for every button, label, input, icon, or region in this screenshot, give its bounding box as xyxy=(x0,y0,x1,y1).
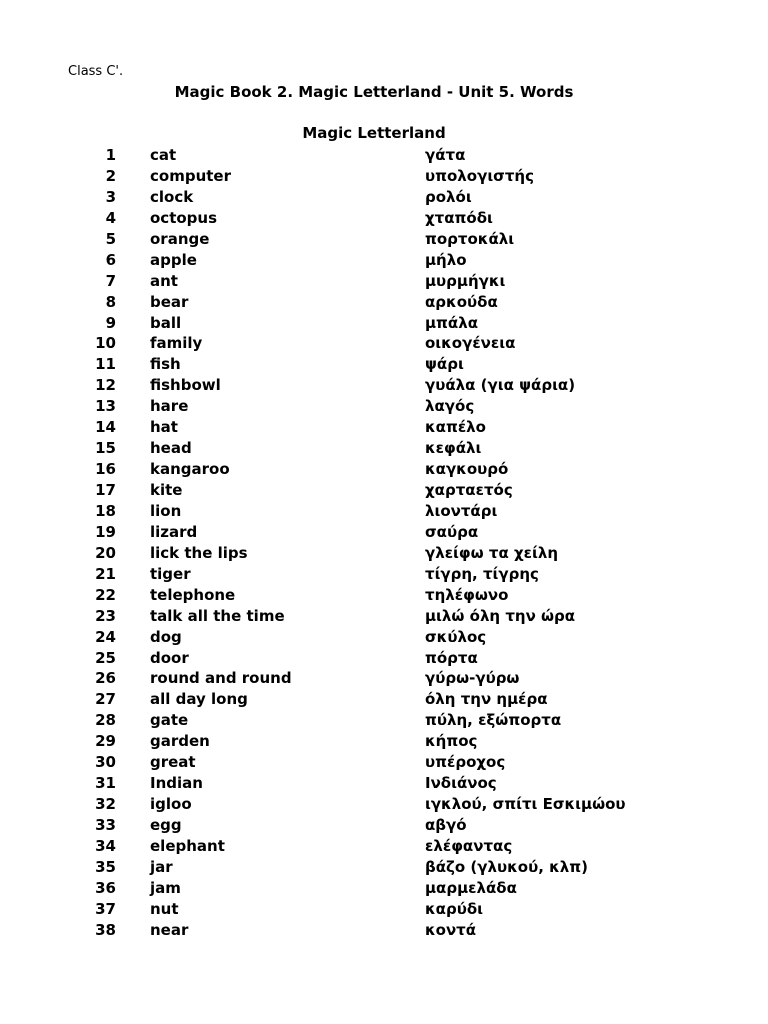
english-word: clock xyxy=(150,187,194,206)
greek-translation: πύλη, εξώπορτα xyxy=(425,711,562,730)
word-number: 4 xyxy=(105,208,116,227)
word-number: 31 xyxy=(95,774,116,793)
greek-translation: σκύλος xyxy=(425,627,487,646)
word-number: 30 xyxy=(95,753,116,772)
word-number: 19 xyxy=(95,522,116,541)
word-number: 3 xyxy=(105,187,116,206)
english-word: lion xyxy=(150,501,182,520)
word-number: 18 xyxy=(95,501,116,520)
word-number: 28 xyxy=(95,711,116,730)
class-label: Class C'. xyxy=(68,64,124,79)
english-word: bear xyxy=(150,292,189,311)
english-word: lick the lips xyxy=(150,543,248,562)
word-number: 16 xyxy=(95,460,116,479)
greek-translation: κοντά xyxy=(425,920,477,939)
greek-translation: μπάλα xyxy=(425,313,479,332)
document-title-text: Magic Book 2. Magic Letterland - Unit 5. Words xyxy=(174,83,574,101)
word-list xyxy=(0,145,768,941)
word-row xyxy=(0,480,768,501)
greek-translation: κήπος xyxy=(425,732,478,751)
english-word: Indian xyxy=(150,774,203,793)
english-word: all day long xyxy=(150,690,248,709)
english-word: family xyxy=(150,334,203,353)
word-row xyxy=(0,396,768,417)
word-row xyxy=(0,354,768,375)
word-row xyxy=(0,836,768,857)
greek-translation: χταπόδι xyxy=(425,208,493,227)
greek-translation: καγκουρό xyxy=(425,460,509,479)
word-row xyxy=(0,857,768,878)
word-row xyxy=(0,313,768,334)
greek-translation: τίγρη, τίγρης xyxy=(425,564,539,583)
greek-translation: λαγός xyxy=(425,397,475,416)
english-word: egg xyxy=(150,816,182,834)
word-row xyxy=(0,187,768,208)
word-number: 27 xyxy=(95,690,116,709)
greek-translation: υπολογιστής xyxy=(425,166,534,185)
english-word: octopus xyxy=(150,208,218,227)
word-number: 13 xyxy=(95,397,116,416)
english-word: computer xyxy=(150,166,231,185)
word-number: 35 xyxy=(95,857,116,876)
word-number: 9 xyxy=(105,313,116,332)
greek-translation: ελέφαντας xyxy=(425,836,513,855)
english-word: fishbowl xyxy=(150,376,221,395)
word-number: 29 xyxy=(95,732,116,751)
word-number: 7 xyxy=(105,271,116,290)
word-row xyxy=(0,731,768,752)
word-number: 36 xyxy=(95,878,116,897)
greek-translation: μιλώ όλη την ώρα xyxy=(425,606,576,625)
english-word: head xyxy=(150,439,192,458)
word-row xyxy=(0,815,768,836)
english-word: tiger xyxy=(150,564,191,583)
word-number: 22 xyxy=(95,585,116,604)
word-row xyxy=(0,773,768,794)
section-title xyxy=(0,124,768,142)
english-word: talk all the time xyxy=(150,606,285,625)
greek-translation: αρκούδα xyxy=(425,292,498,311)
word-row xyxy=(0,333,768,354)
english-word: telephone xyxy=(150,585,236,604)
word-number: 6 xyxy=(105,250,116,269)
english-word: cat xyxy=(150,146,177,164)
english-word: hare xyxy=(150,397,189,416)
word-row xyxy=(0,627,768,648)
greek-translation: τηλέφωνο xyxy=(425,585,509,604)
word-row xyxy=(0,166,768,187)
section-title-text: Magic Letterland xyxy=(302,124,446,142)
greek-translation: κεφάλι xyxy=(425,439,482,458)
english-word: dog xyxy=(150,627,182,646)
english-word: gate xyxy=(150,711,189,730)
greek-translation: υπέροχος xyxy=(425,753,506,772)
word-row xyxy=(0,375,768,396)
greek-translation: χαρταετός xyxy=(425,481,513,499)
word-row xyxy=(0,564,768,585)
word-number: 23 xyxy=(95,606,116,625)
word-row xyxy=(0,292,768,313)
word-row xyxy=(0,271,768,292)
word-row xyxy=(0,648,768,669)
english-word: elephant xyxy=(150,836,225,855)
greek-translation: γυάλα (για ψάρια) xyxy=(425,376,576,395)
word-number: 26 xyxy=(95,669,116,688)
english-word: jar xyxy=(150,857,173,876)
word-number: 15 xyxy=(95,439,116,458)
english-word: orange xyxy=(150,229,210,248)
word-number: 24 xyxy=(95,627,116,646)
word-row xyxy=(0,145,768,166)
word-row xyxy=(0,710,768,731)
word-number: 25 xyxy=(95,648,116,667)
word-row xyxy=(0,668,768,689)
word-number: 10 xyxy=(95,334,116,353)
english-word: kite xyxy=(150,481,183,499)
word-number: 14 xyxy=(95,418,116,437)
greek-translation: καπέλο xyxy=(425,418,486,437)
word-row xyxy=(0,438,768,459)
english-word: kangaroo xyxy=(150,460,230,479)
word-row xyxy=(0,606,768,627)
english-word: igloo xyxy=(150,795,192,814)
word-number: 37 xyxy=(95,899,116,918)
greek-translation: μαρμελάδα xyxy=(425,878,517,897)
english-word: fish xyxy=(150,355,181,374)
greek-translation: λιοντάρι xyxy=(425,501,498,520)
greek-translation: αβγό xyxy=(425,816,467,834)
greek-translation: μυρμήγκι xyxy=(425,271,506,290)
word-row xyxy=(0,459,768,480)
greek-translation: πόρτα xyxy=(425,648,478,667)
greek-translation: γύρω-γύρω xyxy=(425,669,520,688)
word-row xyxy=(0,920,768,941)
word-row xyxy=(0,899,768,920)
greek-translation: γλείφω τα χείλη xyxy=(425,543,559,562)
word-number: 21 xyxy=(95,564,116,583)
word-number: 11 xyxy=(95,355,116,374)
word-number: 20 xyxy=(95,543,116,562)
word-row xyxy=(0,250,768,271)
greek-translation: ψάρι xyxy=(425,355,464,374)
word-number: 8 xyxy=(105,292,116,311)
word-row xyxy=(0,689,768,710)
word-row xyxy=(0,417,768,438)
english-word: garden xyxy=(150,732,210,751)
english-word: near xyxy=(150,920,189,939)
english-word: round and round xyxy=(150,669,292,688)
greek-translation: ιγκλού, σπίτι Εσκιμώου xyxy=(425,795,626,814)
word-row xyxy=(0,585,768,606)
greek-translation: όλη την ημέρα xyxy=(425,690,548,709)
english-word: apple xyxy=(150,250,197,269)
word-row xyxy=(0,208,768,229)
word-number: 32 xyxy=(95,795,116,814)
word-number: 12 xyxy=(95,376,116,395)
word-number: 34 xyxy=(95,836,116,855)
english-word: jam xyxy=(150,878,181,897)
greek-translation: καρύδι xyxy=(425,899,483,918)
greek-translation: ρολόι xyxy=(425,187,472,206)
word-number: 38 xyxy=(95,920,116,939)
word-row xyxy=(0,501,768,522)
english-word: ant xyxy=(150,271,178,290)
word-number: 33 xyxy=(95,816,116,834)
english-word: lizard xyxy=(150,522,198,541)
word-row xyxy=(0,229,768,250)
greek-translation: Ινδιάνος xyxy=(425,774,497,793)
english-word: hat xyxy=(150,418,178,437)
word-number: 2 xyxy=(105,166,116,185)
word-row xyxy=(0,752,768,773)
english-word: nut xyxy=(150,899,179,918)
word-number: 1 xyxy=(105,146,116,164)
word-row xyxy=(0,794,768,815)
word-number: 5 xyxy=(105,229,116,248)
english-word: great xyxy=(150,753,196,772)
greek-translation: μήλο xyxy=(425,250,467,269)
document-title xyxy=(0,83,768,101)
word-row xyxy=(0,522,768,543)
greek-translation: οικογένεια xyxy=(425,334,516,353)
word-number: 17 xyxy=(95,481,116,499)
greek-translation: βάζο (γλυκού, κλπ) xyxy=(425,857,589,876)
greek-translation: σαύρα xyxy=(425,522,479,541)
word-row xyxy=(0,878,768,899)
greek-translation: πορτοκάλι xyxy=(425,229,515,248)
word-row xyxy=(0,543,768,564)
english-word: ball xyxy=(150,313,182,332)
greek-translation: γάτα xyxy=(425,146,466,164)
english-word: door xyxy=(150,648,189,667)
